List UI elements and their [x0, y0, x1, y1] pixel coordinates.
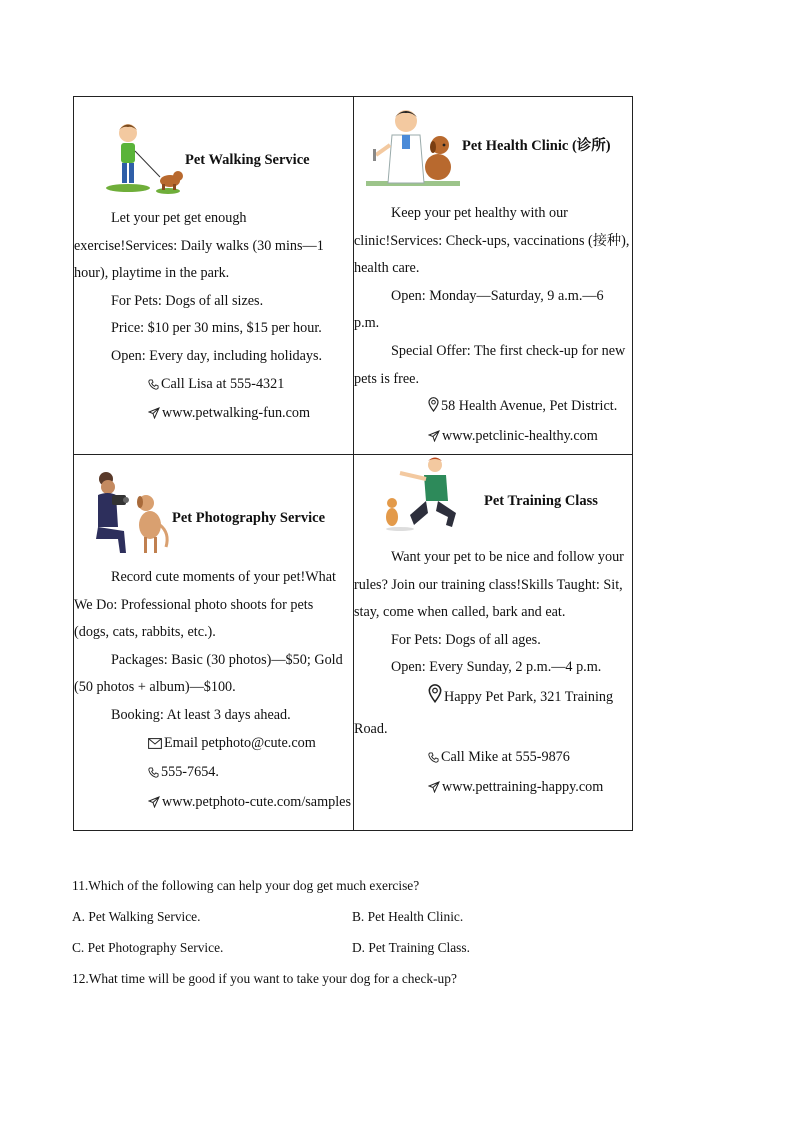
card-pet-photography [74, 455, 353, 831]
questions-section [72, 870, 672, 994]
options-row [72, 901, 672, 932]
question-text: Which of the following can help your dog get much exercise? [88, 878, 420, 893]
trainer-with-dog-illustration [380, 455, 470, 535]
ads-table [73, 96, 633, 831]
phone-icon [391, 746, 439, 774]
phone-icon [111, 761, 159, 789]
card-hours: Open: Every Sunday, 2 p.m.—4 p.m. [391, 659, 602, 676]
options-row [72, 932, 672, 963]
location-pin-icon [391, 684, 442, 714]
card-intro: Record cute moments of your pet!What We Do: Professional photo shoots for pets (dogs, cats, rabbits, etc.). [74, 569, 336, 641]
card-for-pets: For Pets: Dogs of all sizes. [111, 292, 264, 309]
card-pet-walking [74, 97, 353, 454]
card-call-line [74, 371, 351, 401]
card-website[interactable]: www.petwalking-fun.com [162, 405, 311, 422]
card-website[interactable]: www.petphoto-cute.com/samples [162, 793, 351, 810]
send-icon [111, 402, 160, 430]
card-title: Pet Photography Service [172, 510, 326, 526]
option-a[interactable]: A. Pet Walking Service. [72, 909, 201, 924]
card-call: Call Lisa at 555-4321 [161, 375, 285, 392]
phone-icon [111, 373, 159, 401]
card-phone-line [74, 759, 351, 789]
card-web-line [354, 423, 630, 453]
card-web-line [74, 400, 351, 430]
card-phone: 555-7654. [161, 764, 219, 781]
question-number: 11. [72, 878, 89, 893]
card-intro: Want your pet to be nice and follow your rules? Join our training class!Skills Taught: Sit, stay, come when called, bark and eat. [354, 549, 624, 621]
email-icon [111, 732, 162, 760]
card-address: 58 Health Avenue, Pet District. [441, 398, 618, 415]
question-text: What time will be good if you want to take your dog for a check-up? [88, 971, 457, 986]
card-website[interactable]: www.pettraining-happy.com [442, 778, 604, 795]
card-title: Pet Walking Service [185, 152, 310, 168]
card-title: Pet Training Class [484, 493, 598, 509]
question-11 [72, 870, 672, 901]
card-pet-clinic [354, 97, 633, 454]
card-call-line [354, 744, 630, 774]
option-d[interactable]: D. Pet Training Class. [352, 940, 470, 955]
send-icon [391, 776, 440, 804]
card-call: Call Mike at 555-9876 [441, 748, 570, 765]
vet-with-dog-illustration [366, 105, 460, 189]
option-c[interactable]: C. Pet Photography Service. [72, 940, 224, 955]
card-hours: Open: Every day, including holidays. [111, 347, 323, 364]
card-intro: Keep your pet healthy with our clinic!Services: Check-ups, vaccinations (接种), health care. [354, 205, 630, 277]
card-email-line [74, 730, 351, 760]
card-price: Price: $10 per 30 mins, $15 per hour. [111, 320, 322, 337]
card-intro: Let your pet get enough exercise!Services: Daily walks (30 mins—1 hour), playtime in the park. [74, 210, 324, 282]
card-address: Happy Pet Park, 321 Training Road. [354, 688, 614, 737]
card-pet-training [354, 455, 633, 831]
card-for-pets: For Pets: Dogs of all ages. [391, 631, 541, 648]
card-website[interactable]: www.petclinic-healthy.com [442, 427, 598, 444]
send-icon [391, 425, 440, 453]
send-icon [111, 791, 160, 819]
option-b[interactable]: B. Pet Health Clinic. [352, 909, 464, 924]
card-web-line [354, 774, 630, 804]
card-address-line [354, 682, 630, 744]
card-packages: Packages: Basic (30 photos)—$50; Gold (50 photos + album)—$100. [74, 651, 343, 696]
boy-walking-dog-illustration [104, 121, 186, 195]
card-hours: Open: Monday—Saturday, 9 a.m.—6 p.m. [354, 287, 604, 332]
card-web-line [74, 789, 351, 819]
card-address-line [354, 393, 630, 423]
location-pin-icon [391, 395, 439, 423]
card-title: Pet Health Clinic (诊所) [462, 138, 611, 154]
question-12 [72, 963, 672, 994]
card-offer: Special Offer: The first check-up for new pets is free. [354, 342, 626, 387]
card-email[interactable]: Email petphoto@cute.com [164, 734, 316, 751]
card-booking: Booking: At least 3 days ahead. [111, 706, 291, 723]
photographer-with-dog-illustration [84, 467, 176, 559]
question-number: 12. [72, 971, 89, 986]
